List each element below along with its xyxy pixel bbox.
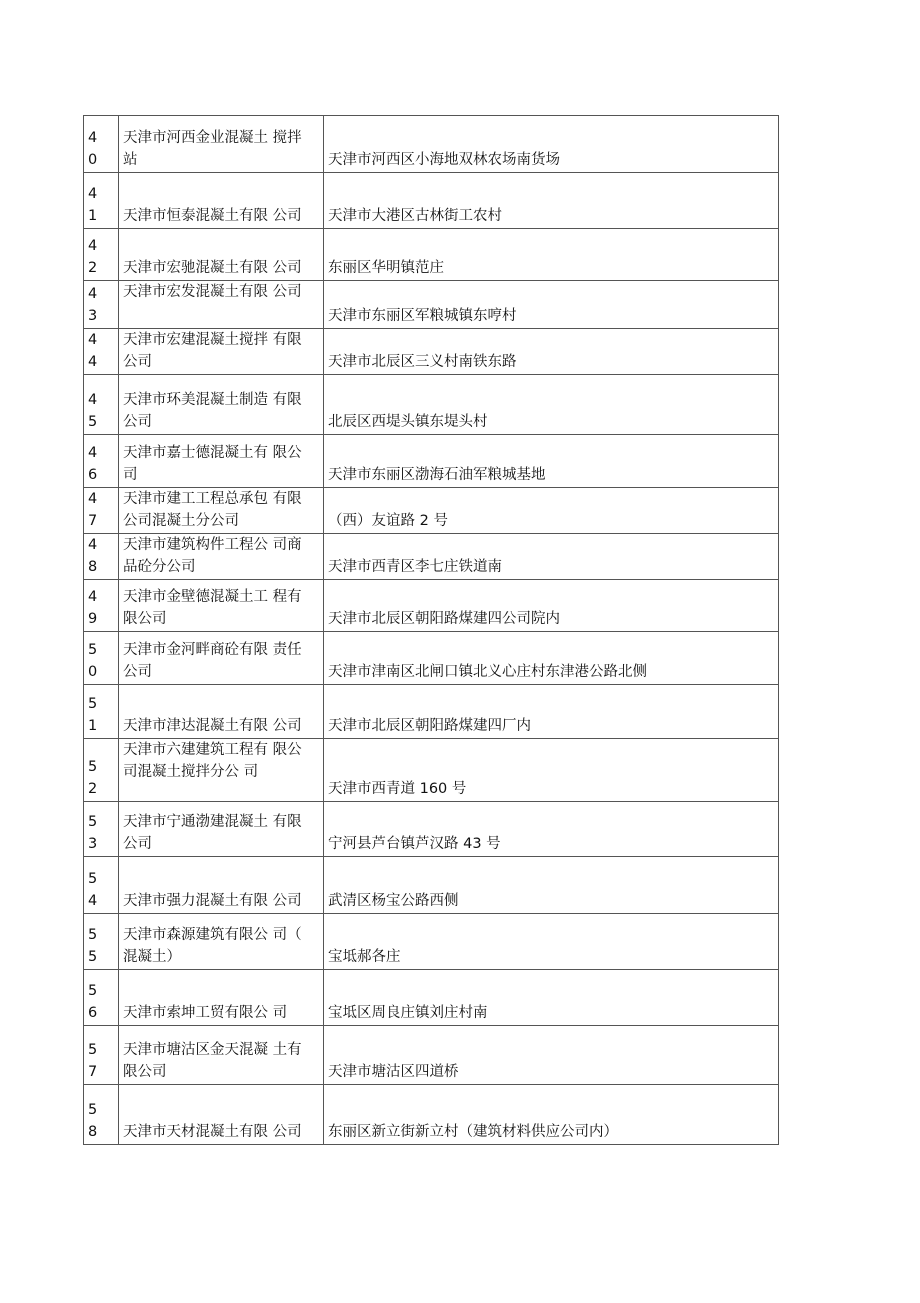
- company-name-line: 天津市索坤工贸有限公 司: [123, 1005, 288, 1021]
- company-name-cell: [119, 329, 324, 375]
- company-name-cell: [119, 739, 324, 802]
- table-row: [84, 534, 779, 580]
- row-number: [84, 1026, 119, 1085]
- company-name-line: 公司混凝土分公司: [123, 513, 239, 529]
- row-number: [84, 685, 119, 739]
- row-number-digit: 8: [88, 1124, 98, 1140]
- row-number: [84, 534, 119, 580]
- company-name-line: 天津市宏驰混凝土有限 公司: [123, 260, 302, 276]
- company-name-line: 天津市建筑构件工程公 司商: [123, 537, 302, 553]
- row-number-digit: 4: [88, 491, 98, 507]
- row-number-digit: 5: [88, 814, 98, 830]
- row-number-digit: 0: [88, 664, 98, 680]
- row-number: [84, 580, 119, 632]
- row-number: [84, 329, 119, 375]
- address-cell: 宁河县芦台镇芦汉路 43 号: [324, 802, 779, 857]
- row-number: [84, 229, 119, 281]
- company-name-cell: [119, 488, 324, 534]
- row-number-digit: 4: [88, 332, 98, 348]
- row-number: [84, 857, 119, 914]
- company-name-cell: [119, 1026, 324, 1085]
- row-number-digit: 0: [88, 152, 98, 168]
- row-number: [84, 739, 119, 802]
- row-number: [84, 802, 119, 857]
- table-row: [84, 173, 779, 229]
- company-name-cell: [119, 685, 324, 739]
- address-cell: 天津市北辰区朝阳路煤建四公司院内: [324, 580, 779, 632]
- company-name-cell: [119, 173, 324, 229]
- address-cell: 北辰区西堤头镇东堤头村: [324, 375, 779, 435]
- company-name-line: 天津市金河畔商砼有限 责任: [123, 642, 302, 658]
- address-cell: 天津市大港区古林街工农村: [324, 173, 779, 229]
- company-name-cell: [119, 116, 324, 173]
- company-name-line: 公司: [123, 414, 152, 430]
- row-number: [84, 281, 119, 329]
- row-number-digit: 5: [88, 642, 98, 658]
- row-number-digit: 4: [88, 589, 98, 605]
- row-number-digit: 5: [88, 983, 98, 999]
- company-name-line: 公司: [123, 354, 152, 370]
- company-name-cell: [119, 802, 324, 857]
- company-table: [83, 115, 779, 1145]
- table-row: [84, 970, 779, 1026]
- company-name-line: 混凝土）: [123, 949, 181, 965]
- table-row: [84, 488, 779, 534]
- row-number-digit: 3: [88, 836, 98, 852]
- company-name-cell: [119, 281, 324, 329]
- row-number-digit: 5: [88, 759, 98, 775]
- address-cell: 天津市河西区小海地双林农场南货场: [324, 116, 779, 173]
- row-number: [84, 632, 119, 685]
- company-name-line: 限公司: [123, 1064, 167, 1080]
- row-number-digit: 4: [88, 445, 98, 461]
- row-number-digit: 4: [88, 238, 98, 254]
- table-row: [84, 685, 779, 739]
- table-row: [84, 857, 779, 914]
- address-cell: 宝坻郝各庄: [324, 914, 779, 970]
- table-row: [84, 375, 779, 435]
- company-name-line: 公司: [123, 664, 152, 680]
- row-number-digit: 4: [88, 537, 98, 553]
- company-name-line: 天津市森源建筑有限公 司（: [123, 927, 302, 943]
- row-number-digit: 5: [88, 871, 98, 887]
- row-number-digit: 5: [88, 696, 98, 712]
- row-number-digit: 4: [88, 392, 98, 408]
- row-number-digit: 6: [88, 467, 98, 483]
- company-name-cell: [119, 1085, 324, 1145]
- row-number: [84, 970, 119, 1026]
- address-cell: 天津市津南区北闸口镇北义心庄村东津港公路北侧: [324, 632, 779, 685]
- company-name-cell: [119, 375, 324, 435]
- company-name-line: 天津市宏发混凝土有限 公司: [123, 284, 302, 300]
- row-number-digit: 4: [88, 893, 98, 909]
- row-number-digit: 1: [88, 718, 98, 734]
- table-row: [84, 229, 779, 281]
- company-name-line: 站: [123, 152, 138, 168]
- row-number: [84, 435, 119, 488]
- company-name-line: 天津市建工工程总承包 有限: [123, 491, 302, 507]
- company-name-line: 天津市宁通渤建混凝土 有限: [123, 814, 302, 830]
- table-row: [84, 632, 779, 685]
- row-number-digit: 2: [88, 781, 98, 797]
- company-name-cell: [119, 857, 324, 914]
- company-name-cell: [119, 229, 324, 281]
- company-name-line: 天津市天材混凝土有限 公司: [123, 1124, 302, 1140]
- company-name-line: 天津市宏建混凝土搅拌 有限: [123, 332, 302, 348]
- company-name-line: 天津市津达混凝土有限 公司: [123, 718, 302, 734]
- address-cell: 天津市西青道 160 号: [324, 739, 779, 802]
- row-number-digit: 4: [88, 354, 98, 370]
- table-row: [84, 914, 779, 970]
- company-name-line: 司混凝土搅拌分公 司: [123, 764, 259, 780]
- company-name-line: 司: [123, 467, 138, 483]
- address-cell: 天津市北辰区三义村南铁东路: [324, 329, 779, 375]
- row-number: [84, 1085, 119, 1145]
- address-cell: 天津市东丽区渤海石油军粮城基地: [324, 435, 779, 488]
- company-name-line: 天津市河西金业混凝土 搅拌: [123, 130, 302, 146]
- table-row: [84, 281, 779, 329]
- table-row: [84, 739, 779, 802]
- row-number: [84, 375, 119, 435]
- row-number-digit: 2: [88, 260, 98, 276]
- address-cell: （西）友谊路 2 号: [324, 488, 779, 534]
- row-number-digit: 5: [88, 949, 98, 965]
- row-number-digit: 4: [88, 130, 98, 146]
- row-number-digit: 4: [88, 286, 98, 302]
- company-name-line: 天津市嘉士德混凝土有 限公: [123, 445, 302, 461]
- address-cell: 宝坻区周良庄镇刘庄村南: [324, 970, 779, 1026]
- row-number-digit: 5: [88, 1102, 98, 1118]
- address-cell: 天津市西青区李七庄铁道南: [324, 534, 779, 580]
- table-row: [84, 1026, 779, 1085]
- table-row: [84, 802, 779, 857]
- address-cell: 天津市北辰区朝阳路煤建四厂内: [324, 685, 779, 739]
- row-number: [84, 173, 119, 229]
- company-name-line: 天津市塘沽区金天混凝 土有: [123, 1042, 302, 1058]
- row-number-digit: 7: [88, 1064, 98, 1080]
- company-name-line: 天津市金壁德混凝土工 程有: [123, 589, 302, 605]
- row-number-digit: 8: [88, 559, 98, 575]
- row-number: [84, 116, 119, 173]
- company-name-cell: [119, 435, 324, 488]
- row-number-digit: 5: [88, 1042, 98, 1058]
- row-number-digit: 5: [88, 927, 98, 943]
- address-cell: 天津市东丽区军粮城镇东哼村: [324, 281, 779, 329]
- row-number-digit: 6: [88, 1005, 98, 1021]
- row-number: [84, 488, 119, 534]
- company-name-line: 公司: [123, 836, 152, 852]
- table-row: [84, 116, 779, 173]
- row-number-digit: 5: [88, 414, 98, 430]
- company-name-cell: [119, 914, 324, 970]
- address-cell: 东丽区新立街新立村（建筑材料供应公司内）: [324, 1085, 779, 1145]
- company-name-cell: [119, 534, 324, 580]
- row-number-digit: 7: [88, 513, 98, 529]
- company-name-cell: [119, 632, 324, 685]
- company-name-line: 天津市强力混凝土有限 公司: [123, 893, 302, 909]
- table-row: [84, 580, 779, 632]
- row-number-digit: 3: [88, 308, 98, 324]
- address-cell: 东丽区华明镇范庄: [324, 229, 779, 281]
- address-cell: 天津市塘沽区四道桥: [324, 1026, 779, 1085]
- company-name-line: 限公司: [123, 611, 167, 627]
- table-row: [84, 435, 779, 488]
- row-number-digit: 1: [88, 208, 98, 224]
- company-name-line: 品砼分公司: [123, 559, 196, 575]
- row-number-digit: 9: [88, 611, 98, 627]
- table-row: [84, 1085, 779, 1145]
- company-name-line: 天津市六建建筑工程有 限公: [123, 742, 302, 758]
- company-name-cell: [119, 970, 324, 1026]
- company-name-line: 天津市环美混凝土制造 有限: [123, 392, 302, 408]
- company-name-line: 天津市恒泰混凝土有限 公司: [123, 208, 302, 224]
- table-body: [84, 116, 779, 1145]
- company-name-cell: [119, 580, 324, 632]
- table-row: [84, 329, 779, 375]
- address-cell: 武清区杨宝公路西侧: [324, 857, 779, 914]
- row-number: [84, 914, 119, 970]
- row-number-digit: 4: [88, 186, 98, 202]
